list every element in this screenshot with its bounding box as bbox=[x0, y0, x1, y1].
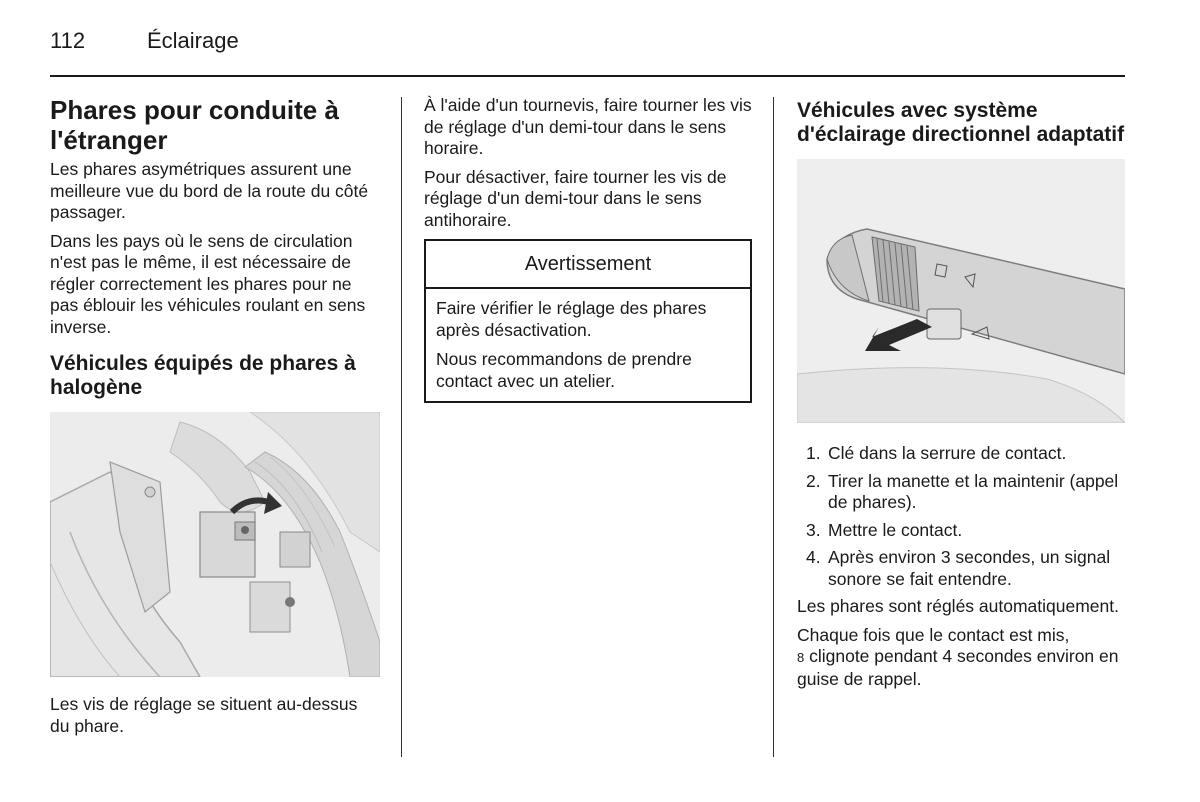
paragraph: Pour désactiver, faire tourner les vis de réglage d'un demi-tour dans le sens antihoraire. bbox=[424, 166, 727, 230]
paragraph: Les phares asymétriques assurent une meilleure vue du bord de la route du côté passager. bbox=[50, 159, 369, 222]
warning-title: Avertissement bbox=[426, 241, 750, 289]
list-item: 4. Après environ 3 secondes, un signal sonore se fait entendre. bbox=[806, 547, 1111, 589]
column-divider bbox=[401, 97, 402, 757]
figure-caption: Les vis de réglage se situent au-dessus du phare. bbox=[50, 694, 358, 736]
warning-body bbox=[426, 289, 750, 401]
warning-paragraph: Faire vérifier le réglage des phares après désactivation. bbox=[436, 298, 707, 340]
adaptive-headlight-icon: 8 bbox=[797, 650, 805, 665]
list-item: 1. Clé dans la serrure de contact. bbox=[806, 443, 1067, 463]
header-rule bbox=[50, 75, 1125, 77]
list-item: 2. Tirer la manette et la maintenir (appel de phares). bbox=[806, 470, 1119, 512]
warning-box bbox=[424, 239, 752, 403]
list-item: 3. Mettre le contact. bbox=[806, 519, 963, 540]
column-1 bbox=[50, 95, 380, 744]
subsection-heading: Véhicules équipés de phares à halogène bbox=[50, 352, 356, 399]
column-3 bbox=[797, 95, 1125, 697]
page-number: 112 bbox=[50, 28, 86, 53]
column-divider bbox=[773, 97, 774, 757]
paragraph: Les phares sont réglés automatiquement. bbox=[797, 596, 1119, 616]
column-2 bbox=[424, 95, 752, 403]
running-title: Éclairage bbox=[147, 28, 239, 53]
paragraph: Chaque fois que le contact est mis, 8 clignote pendant 4 secondes environ en guise de rappel. bbox=[797, 624, 1119, 689]
section-heading: Phares pour conduite à l'étranger bbox=[50, 95, 339, 155]
warning-paragraph: Nous recommandons de prendre contact avec un atelier. bbox=[436, 349, 692, 391]
paragraph: À l'aide d'un tournevis, faire tourner les vis de réglage d'un demi-tour dans le sens horaire. bbox=[424, 95, 752, 158]
light-switch-stalk-illustration bbox=[797, 159, 1125, 423]
steps-list bbox=[797, 443, 1125, 590]
headlight-adjustment-screw-illustration bbox=[50, 412, 380, 677]
paragraph: Dans les pays où le sens de circulation n'est pas le même, il est nécessaire de régler correctement les phares pour ne pas éblouir les véhicules roulant en sens inverse. bbox=[50, 230, 366, 337]
section-heading: Véhicules avec système d'éclairage directionnel adaptatif bbox=[797, 99, 1125, 146]
